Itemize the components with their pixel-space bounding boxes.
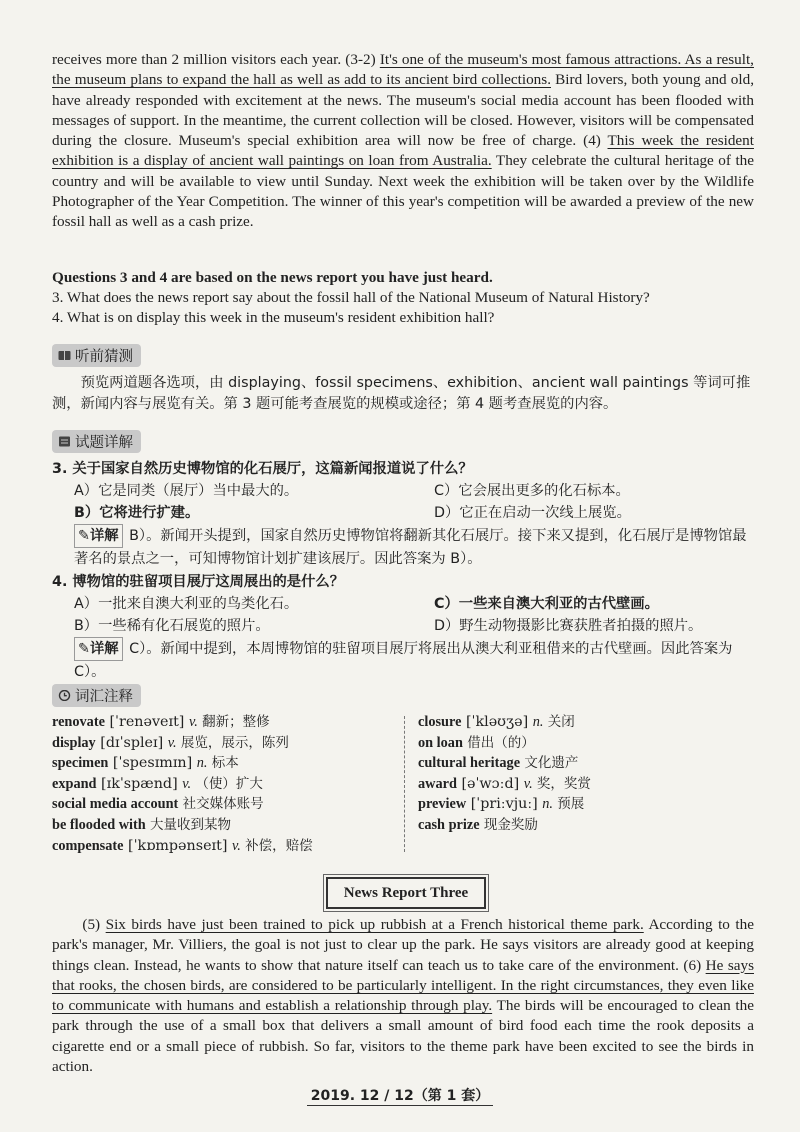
vocab-meaning: 借出（的） [462,734,535,751]
vocab-phonetic: [ˈrenəveɪt] [104,714,189,730]
vocab-item [418,815,748,836]
vocab-item [52,733,392,754]
q4-explanation [52,637,754,683]
vocab-part-of-speech: v. [523,775,533,792]
vocab-item [418,753,748,774]
vocab-item [418,712,748,733]
predict-tag-label: 听前猜测 [75,349,133,365]
report-text: They celebrate the cultural heritage of the country and will be available to view until Sunday. Next week the exhibition will be taken over by the Wildlife Photographer of the Year Competition. The winner of this year's competition will be awarded a preview of the new fossil hall as well as a cash prize. [52,152,755,231]
q3-option-c: C）它会展出更多的化石标本。 [434,483,630,499]
clock-icon [58,690,71,701]
vocab-word: expand [52,775,97,792]
report-text: receives more than 2 million visitors each year. (3-2) [52,51,380,68]
detail-question-4: 4. 博物馆的驻留项目展厅这周展出的是什么？ [52,574,344,590]
detail-section [52,430,754,683]
vocab-meaning: 预展 [553,796,585,813]
vocab-word: renovate [52,714,105,730]
vocab-meaning: 展览，展示，陈列 [176,734,289,751]
vocab-word: award [418,775,457,792]
vocab-item [52,794,392,815]
vocab-word: closure [418,714,462,730]
vocab-item [52,836,392,857]
footer-text: 2019. 12 / 12（第 1 套） [307,1088,493,1106]
q3-option-b: B）它将进行扩建。 [74,505,200,521]
vocab-word: compensate [52,837,124,854]
vocab-part-of-speech: n. [196,755,208,772]
vocab-tag-label: 词汇注释 [75,689,133,705]
q3-explanation-text: B）。新闻开头提到，国家自然历史博物馆将翻新其化石展厅。接下来又提到，化石展厅是博物馆最著名的景点之一，可知博物馆计划扩建该展厅。因此答案为 B）。 [74,528,747,567]
q4-options-row-2 [52,615,754,637]
report3-text: According to the park's manager, Mr. Villiers, the goal is not just to clear up the park. He says visitors are already good at keeping things clean. Instead, he wants to show that nature itself can teach us to take care of the environment. (6) [52,916,754,974]
book-icon [58,350,71,361]
explanation-label: ✎详解 [74,637,123,661]
questions-heading: Questions 3 and 4 are based on the news report you have just heard. [52,269,493,286]
detail-question-3: 3. 关于国家自然历史博物馆的化石展厅，这篇新闻报道说了什么？ [52,461,473,477]
vocab-meaning: 现金奖励 [479,816,538,833]
q4-option-b: B）一些稀有化石展览的照片。 [74,618,270,634]
vocab-phonetic: [ɪkˈspænd] [96,775,183,792]
vocab-meaning: 社交媒体账号 [178,796,264,813]
vocab-meaning: 补偿，赔偿 [240,837,313,854]
report-paragraph [52,50,754,233]
section-title-text: News Report Three [343,884,469,901]
question-3: 3. What does the news report say about the fossil hall of the National Museum of Natural History? [52,289,650,306]
q3-explanation [52,524,754,570]
vocab-phonetic: [ˈkɒmpənseɪt] [123,837,232,854]
questions-block [52,268,754,328]
vocab-item [52,774,392,795]
vocab-word: display [52,734,96,751]
predict-section [52,344,754,415]
detail-tag [52,430,141,453]
question-4: 4. What is on display this week in the museum's resident exhibition hall? [52,309,495,326]
vocab-word: cultural heritage [418,755,521,772]
vocab-word: on loan [418,734,463,751]
explanation-label: ✎详解 [74,524,123,548]
report3-text: (5) [82,916,106,933]
vocab-phonetic: [ˈpriːvjuː] [466,796,543,813]
q3-options-row-1 [52,480,754,502]
vocab-part-of-speech: v. [182,775,192,792]
vocab-phonetic: [dɪˈspleɪ] [95,734,168,751]
vocab-meaning: 标本 [207,755,239,772]
vocab-meaning: 奖，奖赏 [532,775,591,792]
vocab-meaning: 文化遗产 [520,755,579,772]
q4-option-a: A）一批来自澳大利亚的鸟类化石。 [74,596,299,612]
report-underlined-answer: This week the resident exhibition is a display of ancient wall paintings on loan from Australia. [52,132,754,170]
vocab-meaning: 关闭 [543,714,575,730]
section-title [326,877,486,909]
report3-underlined-answer: Six birds have just been trained to pick up rubbish at a French historical theme park. [105,916,644,933]
vocab-list [52,712,754,857]
vocab-word: cash prize [418,816,480,833]
vocab-part-of-speech: n. [542,796,554,813]
vocab-column-left [52,712,392,856]
vocab-item [52,753,392,774]
q3-options-row-2 [52,502,754,524]
report3-paragraph [52,915,754,1077]
page-footer [0,1085,800,1105]
predict-text: 预览两道题各选项，由 displaying、fossil specimens、exhibition、ancient wall paintings 等词可推测，新闻内容与展览有关。第 3 题可能考查展览的规模或途径；第 4 题考查展览的内容。 [52,375,751,412]
vocab-word: specimen [52,755,109,772]
report3-underlined-answer: He says that rooks, the chosen birds, are considered to be particularly intelligent. In the right circumstances, they even like to communicate with humans and establish a relationship through play. [52,956,754,1015]
report3-text: The birds will be encouraged to clean the park through the use of a small box that delivers a small amount of bird food each time the rook deposits a cigarette end or a small piece of rubbish. So far, visitors to the theme park have been excited to see the birds in action. [52,997,754,1076]
vocab-meaning: （使）扩大 [191,775,263,792]
vocab-item [52,712,392,733]
report-text: Bird lovers, both young and old, have already responded with excitement at the news. The museum's social media account has been flooded with messages of support. In the meantime, the current collection will be closed. However, visitors will be compensated during the closure. Museum's special exhibition area will now be free of charge. (4) [52,71,755,150]
vocab-word: be flooded with [52,816,146,833]
vocab-item [418,774,748,795]
report-underlined-answer: It's one of the museum's most famous attractions. As a result, the museum plans to expand the hall as well as add to its ancient bird collections. [52,51,754,89]
q4-explanation-text: C）。新闻中提到，本周博物馆的驻留项目展厅将展出从澳大利亚租借来的古代壁画。因此答案为 C）。 [74,641,733,680]
predict-tag [52,344,141,367]
q4-options-row-1 [52,593,754,615]
vocab-word: social media account [52,796,179,813]
vocab-tag [52,684,141,707]
q4-option-d: D）野生动物摄影比赛获胜者拍摄的照片。 [434,618,703,634]
q3-option-d: D）它正在启动一次线上展览。 [434,505,631,521]
vocab-column-right [418,712,748,836]
vocab-item [52,815,392,836]
vocab-meaning: 大量收到某物 [145,816,232,833]
q4-option-c: C）一些来自澳大利亚的古代壁画。 [434,596,659,612]
vocab-part-of-speech: n. [532,714,544,730]
vocab-part-of-speech: v. [231,837,241,854]
vocab-item [418,794,748,815]
vocab-phonetic: [ˈspesɪmɪn] [108,755,197,772]
vocab-divider [404,716,405,852]
q3-option-a: A）它是同类（展厅）当中最大的。 [74,483,299,499]
vocab-meaning: 翻新；整修 [197,714,270,730]
detail-tag-label: 试题详解 [75,435,133,451]
vocab-part-of-speech: v. [167,734,177,751]
vocab-phonetic: [ˈkləʊʒə] [461,714,533,730]
vocab-phonetic: [əˈwɔːd] [456,775,524,792]
vocab-section-header [52,684,754,707]
vocab-part-of-speech: v. [188,714,198,730]
vocab-word: preview [418,796,467,813]
vocab-item [418,733,748,754]
notebook-icon [58,436,71,447]
